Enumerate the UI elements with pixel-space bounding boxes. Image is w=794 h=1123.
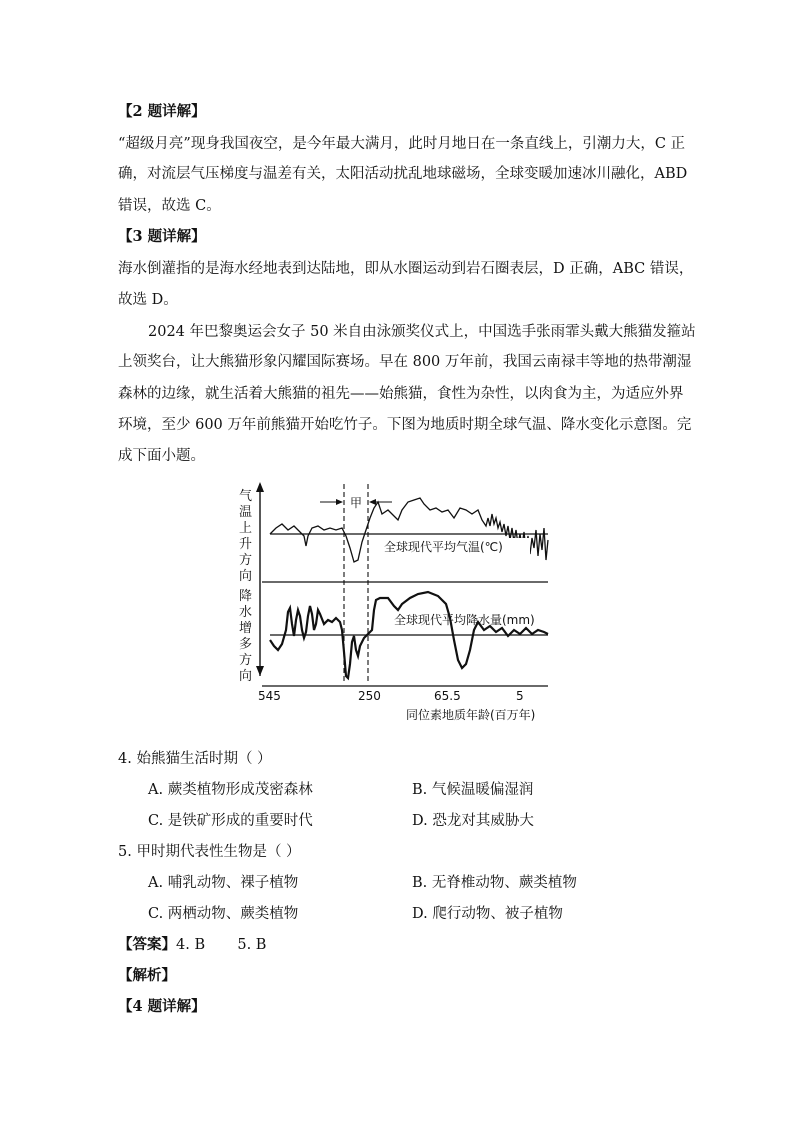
- q4-header: 【4 题详解】: [118, 998, 206, 1015]
- q5-option-d: D. 爬行动物、被子植物: [412, 906, 563, 922]
- question-4-stem: 4. 始熊猫生活时期（ ）: [118, 751, 272, 767]
- q4-option-d: D. 恐龙对其威胁大: [412, 813, 534, 829]
- answer-text: 4. B 5. B: [176, 937, 267, 953]
- passage-line-1: 2024 年巴黎奥运会女子 50 米自由泳颁奖仪式上，中国选手张雨霏头戴大熊猫发箍站: [148, 324, 696, 340]
- y-axis-arrow-top: [256, 482, 264, 492]
- x-tick-label: 65.5: [434, 689, 461, 703]
- precip-axis-char: 向: [239, 669, 253, 684]
- precip-axis-char: 水: [239, 605, 253, 620]
- precip-axis-char: 多: [239, 637, 253, 652]
- x-tick-label: 250: [358, 689, 381, 703]
- passage-line-2: 上领奖台，让大熊猫形象闪耀国际赛场。早在 800 万年前，我国云南禄丰等地的热带潮湿: [118, 354, 692, 370]
- q5-option-b: B. 无脊椎动物、蕨类植物: [412, 875, 577, 891]
- answer-label: 【答案】: [118, 936, 176, 953]
- question-5-stem: 5. 甲时期代表性生物是（ ）: [118, 844, 301, 860]
- temp-axis-char: 向: [239, 569, 253, 584]
- temp-axis-char: 升: [239, 537, 253, 552]
- q4-option-a: A. 蕨类植物形成茂密森林: [148, 782, 313, 798]
- y-axis-arrow-bottom: [256, 666, 264, 676]
- temp-axis-char: 气: [239, 489, 253, 504]
- q5-option-c: C. 两栖动物、蕨类植物: [148, 906, 299, 922]
- q2-line-2: 确，对流层气压梯度与温差有关，太阳活动扰乱地球磁场，全球变暖加速冰川融化，ABD: [118, 166, 688, 182]
- precip-reference-label: 全球现代平均降水量(mm): [394, 613, 535, 627]
- q3-line-2: 故选 D。: [118, 292, 178, 308]
- q3-header: 【3 题详解】: [118, 228, 206, 245]
- period-arrow-right-head: [369, 499, 376, 505]
- answer-line: [118, 936, 266, 954]
- q4-option-b: B. 气候温暖偏湿润: [412, 782, 534, 798]
- temp-axis-char: 上: [239, 521, 253, 536]
- passage-line-5: 成下面小题。: [118, 448, 205, 464]
- q2-header: 【2 题详解】: [118, 103, 206, 120]
- q4-option-c: C. 是铁矿形成的重要时代: [148, 813, 313, 829]
- period-arrow-left-head: [336, 499, 343, 505]
- q2-line-3: 错误，故选 C。: [118, 198, 221, 214]
- precip-axis-char: 降: [239, 589, 253, 604]
- precip-axis-char: 增: [239, 621, 253, 636]
- q5-option-a: A. 哺乳动物、裸子植物: [148, 875, 299, 891]
- x-tick-label: 5: [516, 689, 524, 703]
- temp-reference-label: 全球现代平均气温(℃): [384, 540, 503, 554]
- temp-axis-char: 温: [239, 505, 253, 520]
- q3-line-1: 海水倒灌指的是海水经地表到达陆地，即从水圈运动到岩石圈表层，D 正确，ABC 错误，: [118, 261, 694, 277]
- period-label: 甲: [350, 496, 363, 510]
- passage-line-4: 环境，至少 600 万年前熊猫开始吃竹子。下图为地质时期全球气温、降水变化示意图。完: [118, 417, 692, 433]
- temp-axis-char: 方: [239, 553, 253, 568]
- precip-axis-char: 方: [239, 653, 253, 668]
- analysis-header: 【解析】: [118, 967, 176, 984]
- q2-line-1: “超级月亮”现身我国夜空，是今年最大满月，此时月地日在一条直线上，引潮力大，C 正: [118, 136, 686, 152]
- passage-line-3: 森林的边缘，就生活着大熊猫的祖先——始熊猫，食性为杂性，以肉食为主，为适应外界: [118, 386, 684, 402]
- climate-figure: [232, 480, 562, 725]
- x-tick-label: 545: [258, 689, 281, 703]
- x-axis-label: 同位素地质年龄(百万年): [406, 708, 536, 722]
